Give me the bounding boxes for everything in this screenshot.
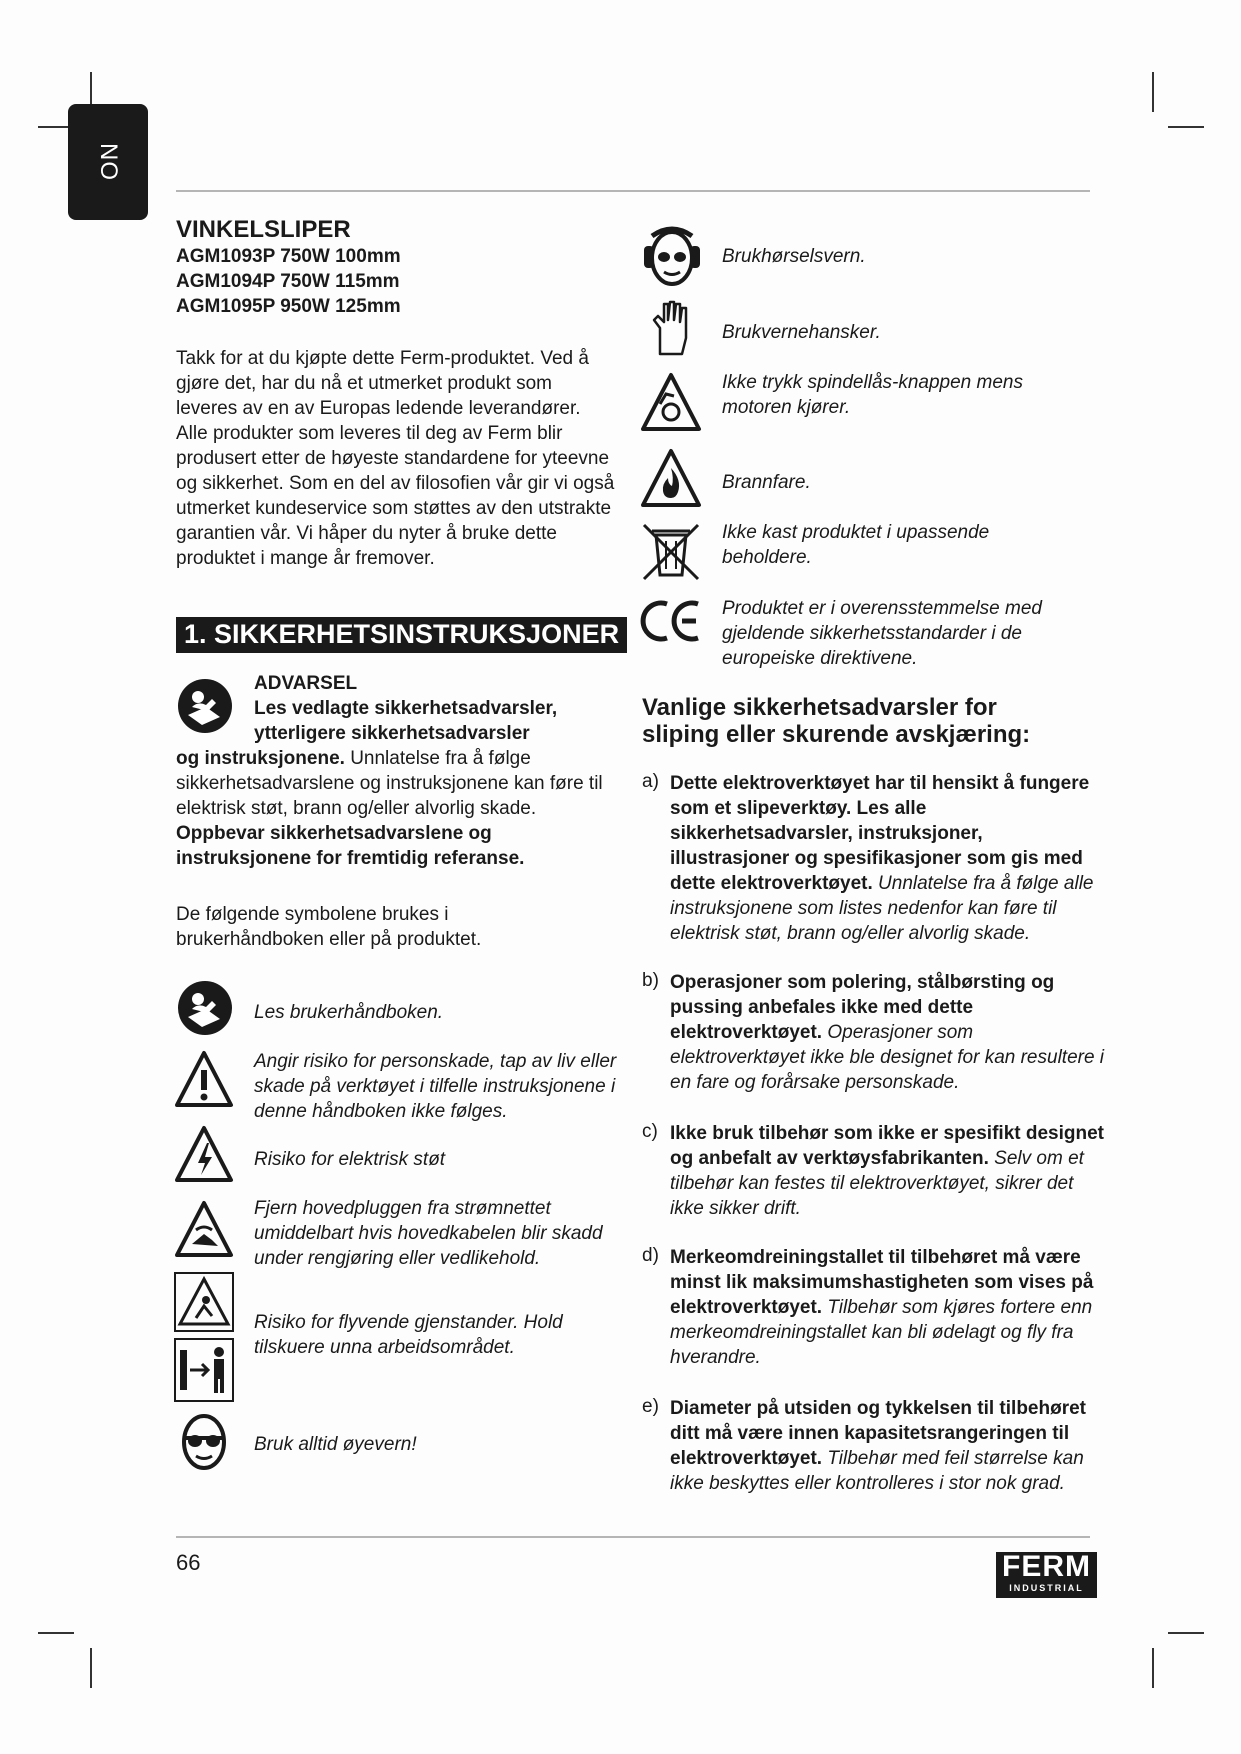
crop-mark [1168,126,1204,128]
warning-text: Unnlatelse fra å følge sikkerhetsadvarslene og instruksjonene kan føre til elektrisk støt, brann og/eller alvorlig skade. [176,748,603,819]
warning-keep: Oppbevar sikkerhetsadvarslene og instruksjonene for fremtidig referanse. [176,823,525,869]
warning-bold: og instruksjonene. [176,748,345,769]
list-item [670,1121,1106,1221]
crop-mark [90,1648,92,1688]
model-line: AGM1094P 750W 115mm [176,271,400,292]
list-item [670,970,1106,1095]
symbol-text: Risiko for elektrisk støt [254,1149,446,1170]
ferm-logo [996,1552,1097,1598]
symbol-text: Brukhørselsvern. [722,246,866,267]
symbol-text: Brukvernehansker. [722,322,881,343]
item-letter: e) [642,1396,659,1417]
symbol-text: Ikke trykk spindellås-knappen mens motoren kjører. [722,372,1023,418]
warning-triangle-icon [174,1050,234,1108]
gloves-icon [648,298,694,358]
read-manual-icon [176,979,234,1037]
item-letter: b) [642,970,659,991]
item-bold: Ikke bruk tilbehør som ikke er spesifikt designet og anbefalt av verktøysfabrikanten. [670,1123,1104,1169]
item-bold: Diameter på utsiden og tykkelsen til tilbehøret ditt må være innen kapasitetsrangeringen til elektroverktøyet. [670,1398,1086,1469]
crop-mark [1168,1632,1204,1634]
list-item [670,1245,1106,1370]
item-bold: Merkeomdreiningstallet til tilbehøret må være minst lik maksimumshastigheten som vises på elektroverktøyet. [670,1247,1094,1318]
unplug-icon [174,1200,234,1258]
symbol-text: Produktet er i overensstemmelse med gjeldende sikkerhetsstandarder i de europeiske direktivene. [722,598,1042,669]
spindle-lock-icon [640,372,702,432]
crop-mark [1152,1648,1154,1688]
logo-subtext: INDUSTRIAL [1009,1583,1084,1593]
general-warnings-title [642,694,1102,748]
crop-mark [38,1632,74,1634]
symbols-intro: De følgende symbolene brukes i brukerhåndboken eller på produktet. [176,904,482,950]
symbol-text: Ikke kast produktet i upassende beholdere. [722,522,990,568]
item-italic: Unnlatelse fra å følge alle instruksjonene som listes nedenfor kan føre til elektrisk støt, brann og/eller alvorlig skade. [670,873,1094,944]
flying-objects-icon [174,1272,234,1402]
item-italic: Tilbehør med feil størrelse kan ikke beskyttes eller kontrolleres i stor nok grad. [670,1448,1084,1494]
symbol-text: Fjern hovedpluggen fra strømnettet umiddelbart hvis hovedkabelen blir skadd under rengjøring eller vedlikehold. [254,1198,603,1269]
electric-shock-icon [174,1125,234,1183]
item-italic: Operasjoner som elektroverktøyet ikke ble designet for kan resultere i en fare og forårsake personskade. [670,1022,1105,1093]
warning-label: ADVARSEL [254,673,358,694]
item-italic: Selv om et tilbehør kan festes til elektroverktøyet, sikrer det ikke sikker drift. [670,1148,1084,1219]
list-item [670,1396,1106,1496]
item-letter: c) [642,1121,658,1142]
fire-hazard-icon [640,448,702,508]
warning-line: ytterligere sikkerhetsadvarsler [254,723,530,744]
product-heading [176,216,616,319]
hearing-protection-icon [642,226,702,288]
intro-paragraph: Takk for at du kjøpte dette Ferm-produktet. Ved å gjøre det, har du nå et utmerket produkt som leveres av en av Europas ledende leverandører. Alle produkter som leveres til deg av Ferm blir produsert etter de høyeste standardene for yteevne og sikkerhet. Som en del av filosofien vår gir vi også utmerket kundeservice som støttes av den utstrakte garantien vår. Vi håper du nyter å bruke dette produktet i mange år fremover. [176,348,615,569]
item-italic: Tilbehør som kjøres fortere enn merkeomdreiningstallet kan bli ødelagt og fly fra hverandre. [670,1297,1093,1368]
model-line: AGM1095P 950W 125mm [176,296,401,317]
eye-protection-icon [178,1412,230,1472]
general-warnings-title-line: Vanlige sikkerhetsadvarsler for [642,694,997,721]
item-letter: a) [642,771,659,792]
model-line: AGM1093P 750W 100mm [176,246,401,267]
section-heading: 1. SIKKERHETSINSTRUKSJONER [176,617,627,653]
weee-bin-icon [640,521,702,583]
symbol-text: Brannfare. [722,472,811,493]
top-rule [176,190,1090,192]
crop-mark [1152,72,1154,112]
bottom-rule [176,1536,1090,1538]
product-title: VINKELSLIPER [176,216,351,243]
item-bold: Operasjoner som polering, stålbørsting og pussing anbefales ikke med dette elektroverktøyet. [670,972,1055,1043]
ce-mark-icon [640,596,702,646]
list-item [670,771,1106,946]
warning-line: Les vedlagte sikkerhetsadvarsler, [254,698,558,719]
symbol-text: Risiko for flyvende gjenstander. Hold tilskuere unna arbeidsområdet. [254,1312,563,1358]
read-manual-icon [176,677,234,735]
symbol-text: Les brukerhåndboken. [254,1002,444,1023]
page-number: 66 [176,1550,201,1575]
warning-paragraph [176,746,616,871]
language-tab [68,104,148,220]
language-code: NO [95,143,122,181]
general-warnings-title-line: sliping eller skurende avskjæring: [642,721,1031,748]
item-bold: Dette elektroverktøyet har til hensikt å fungere som et slipeverktøy. Les alle sikkerhetsadvarsler, instruksjoner, illustrasjoner og spesifikasjoner som gis med dette elektroverktøyet. [670,773,1090,894]
symbol-text: Bruk alltid øyevern! [254,1434,417,1455]
logo-text: FERM [1002,1550,1091,1583]
symbol-text: Angir risiko for personskade, tap av liv eller skade på verktøyet i tilfelle instruksjonene i denne håndboken ikke følges. [254,1051,617,1122]
item-letter: d) [642,1245,659,1266]
